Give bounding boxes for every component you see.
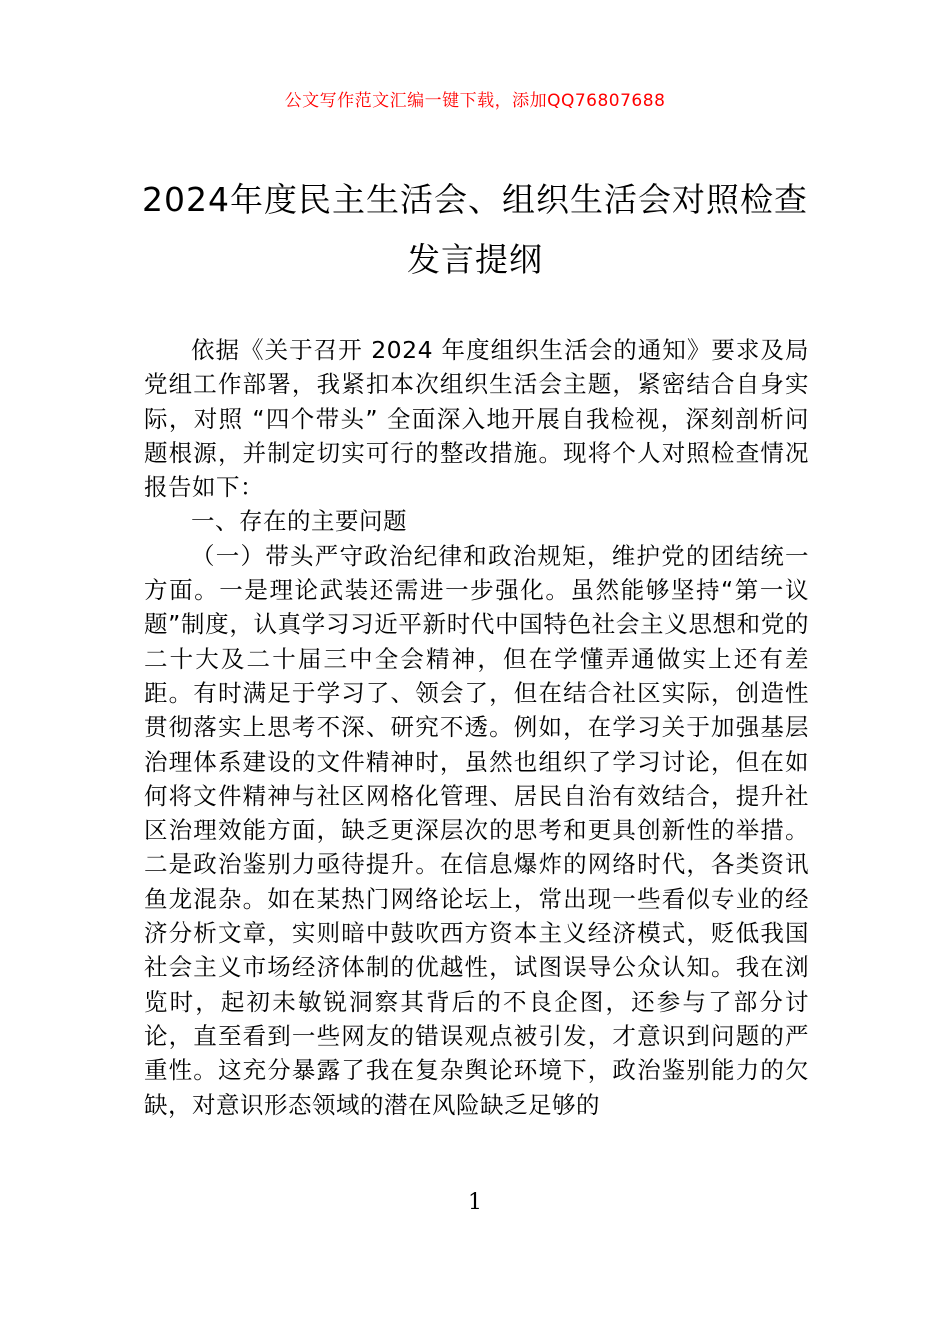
download-banner: 公文写作范文汇编一键下载，添加QQ76807688 [284,91,666,111]
body-paragraph: （一）带头严守政治纪律和政治规矩，维护党的团结统一方面。一是理论武装还需进一步强化。虽然能够坚持“第一议题”制度，认真学习习近平新时代中国特色社会主义思想和党的二十大及二十届三中全会精神，但在学懂弄通做实上还有差距。有时满足于学习了、领会了，但在结合社区实际，创造性贯彻落实上思考不深、研究不透。例如，在学习关于加强基层治理体系建设的文件精神时，虽然也组织了学习讨论，但在如何将文件精神与社区网格化管理、居民自治有效结合，提升社区治理效能方面，缺乏更深层次的思考和更具创新性的举措。二是政治鉴别力亟待提升。在信息爆炸的网络时代，各类资讯鱼龙混杂。如在某热门网络论坛上，常出现一些看似专业的经济分析文章，实则暗中鼓吹西方资本主义经济模式，贬低我国社会主义市场经济体制的优越性，试图误导公众认知。我在浏览时，起初未敏锐洞察其背后的不良企图，还参与了部分讨论，直至看到一些网友的错误观点被引发，才意识到问题的严重性。这充分暴露了我在复杂舆论环境下，政治鉴别能力的欠缺，对意识形态领域的潜在风险缺乏足够的 [144,541,809,1119]
document-body [144,333,809,1122]
intro-paragraph: 依据《关于召开 2024 年度组织生活会的通知》要求及局党组工作部署，我紧扣本次组织生活会主题，紧密结合自身实际，对照 “四个带头” 全面深入地开展自我检视，深刻剖析问题根源，并制定切实可行的整改措施。现将个人对照检查情况报告如下： [144,336,809,502]
page-number: 1 [468,1190,482,1215]
document-title: 2024年度民主生活会、组织生活会对照检查发言提纲 [142,180,808,279]
section-heading: 一、存在的主要问题 [191,507,407,536]
